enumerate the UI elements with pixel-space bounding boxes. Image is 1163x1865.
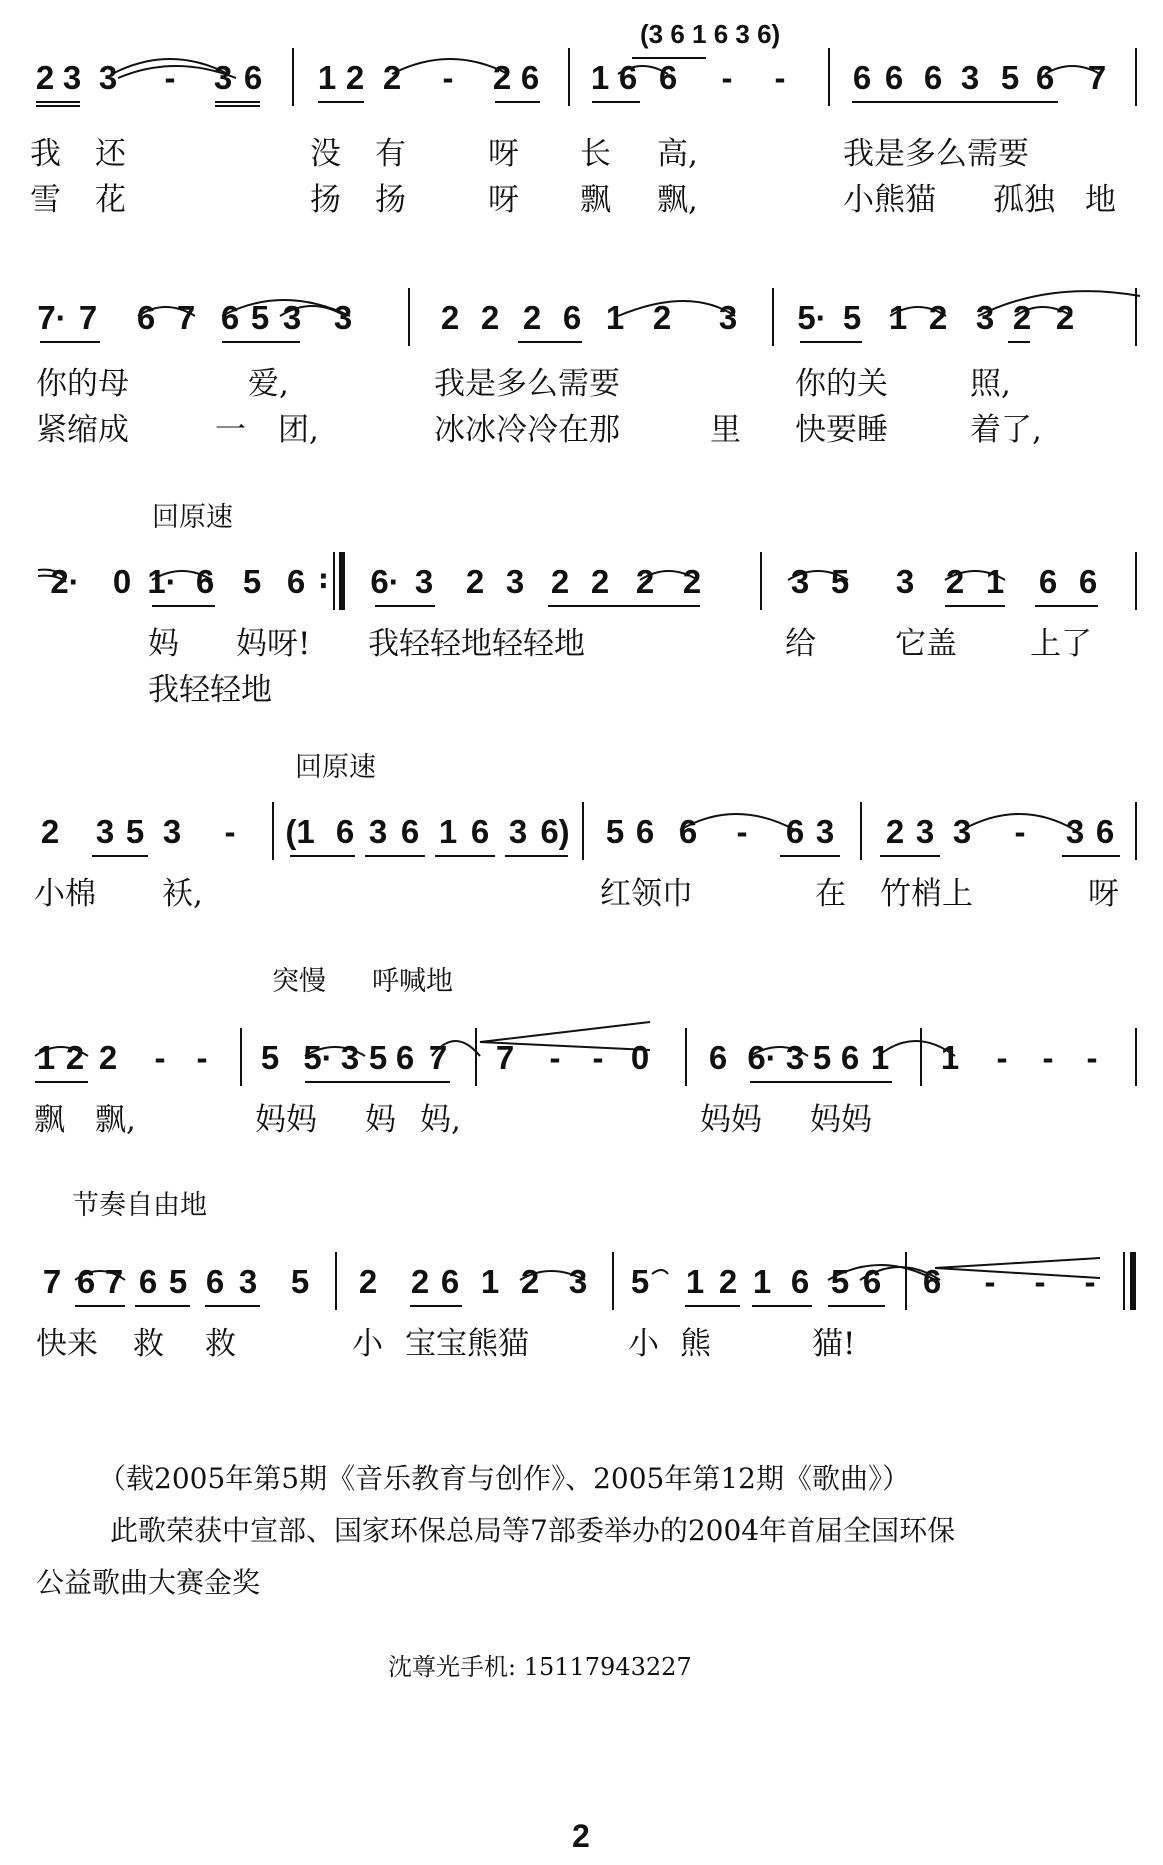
note: 3 — [333, 299, 353, 336]
lyric: 小熊猫 — [843, 182, 936, 218]
note: 6 — [76, 1263, 96, 1300]
lyric: 在 — [815, 876, 846, 912]
note: 2 — [492, 59, 512, 96]
note: 7 — [495, 1039, 515, 1076]
lyric: 飘 — [34, 1102, 65, 1138]
note: 6 — [790, 1263, 810, 1300]
note: 2 — [635, 563, 655, 600]
note: 3 — [282, 299, 302, 336]
note: 6 — [1095, 813, 1115, 850]
note: 1 — [985, 563, 1005, 600]
lyric: 飘 — [580, 182, 611, 218]
note: 1 — [685, 1263, 705, 1300]
note: (1 — [285, 813, 315, 850]
note: 3 — [98, 59, 118, 96]
slur-marks — [0, 1222, 1163, 1342]
expression-mark: 呼喊地 — [372, 966, 453, 997]
note: 6 — [923, 59, 943, 96]
lyric: 孤独 — [993, 182, 1055, 218]
lyric: 袄, — [162, 876, 203, 912]
lyric: 长 — [580, 136, 611, 172]
note: 2 — [440, 299, 460, 336]
lyric: 一 — [215, 412, 246, 448]
note: 2· — [50, 563, 80, 600]
lyric: 妈妈 — [700, 1102, 762, 1138]
note: 2 — [718, 1263, 738, 1300]
note: 6 — [678, 813, 698, 850]
note: 0 — [630, 1039, 650, 1076]
lyric: 妈妈 — [810, 1102, 872, 1138]
note: 1 — [317, 59, 337, 96]
note: 1 — [438, 813, 458, 850]
note: - — [549, 1039, 561, 1076]
note: 2 — [550, 563, 570, 600]
note: 7· — [37, 299, 67, 336]
note: - — [224, 813, 236, 850]
note: 6 — [220, 299, 240, 336]
note: 2 — [590, 563, 610, 600]
note: 6 — [618, 59, 638, 96]
note: 0 — [112, 563, 132, 600]
note: 1 — [605, 299, 625, 336]
note: 5 — [830, 563, 850, 600]
note: 6 — [195, 563, 215, 600]
lyric: 地 — [1085, 182, 1116, 218]
note: 3 — [213, 59, 233, 96]
lyric: 没 — [310, 136, 341, 172]
lyric: 紧缩成 — [36, 412, 129, 448]
lyric: 妈呀! — [236, 626, 311, 662]
note: 5 — [842, 299, 862, 336]
lyric: 团, — [278, 412, 319, 448]
note: 6 — [1078, 563, 1098, 600]
slur-marks — [0, 522, 1163, 642]
tempo-mark: 节奏自由地 — [72, 1190, 207, 1221]
note: 3 — [785, 1039, 805, 1076]
note: 2 — [345, 59, 365, 96]
note: 2 — [65, 1039, 85, 1076]
note: 6 — [840, 1039, 860, 1076]
lyric: 飘, — [657, 182, 698, 218]
note: 2 — [40, 813, 60, 850]
lyric: 扬 — [375, 182, 406, 218]
lyric: 快来 — [36, 1326, 98, 1362]
note: - — [1042, 1039, 1054, 1076]
note: 2 — [1055, 299, 1075, 336]
note: - — [984, 1263, 996, 1300]
lyric: 熊 — [680, 1326, 711, 1362]
note: 5· — [303, 1039, 333, 1076]
lyric: 妈, — [420, 1102, 461, 1138]
note: 5 — [168, 1263, 188, 1300]
lyric: 着了, — [970, 412, 1042, 448]
lyric: 妈妈 — [255, 1102, 317, 1138]
lyric: 我是多么需要 — [843, 136, 1029, 172]
note: 6 — [1035, 59, 1055, 96]
note: 3 — [95, 813, 115, 850]
note: 6 — [852, 59, 872, 96]
note: 2 — [35, 59, 55, 96]
note: 5 — [605, 813, 625, 850]
note: 6 — [884, 59, 904, 96]
lyric: 猫! — [812, 1326, 856, 1362]
lyric: 你的母 — [36, 366, 129, 402]
note: 2 — [945, 563, 965, 600]
note: 3 — [975, 299, 995, 336]
lyric: 冰冰冷冷在那 — [434, 412, 620, 448]
note: 1 — [870, 1039, 890, 1076]
note: 7 — [1087, 59, 1107, 96]
note: 3 — [960, 59, 980, 96]
note: 7 — [104, 1263, 124, 1300]
page-number: 2 — [572, 1818, 590, 1854]
lyric: 救 — [133, 1326, 164, 1362]
lyric: 小 — [628, 1326, 659, 1362]
note: 6 — [440, 1263, 460, 1300]
note: 6 — [520, 59, 540, 96]
lyric: 有 — [375, 136, 406, 172]
note: - — [736, 813, 748, 850]
lyric: 它盖 — [895, 626, 957, 662]
note: 2 — [928, 299, 948, 336]
note: 3 — [368, 813, 388, 850]
note: 5 — [830, 1263, 850, 1300]
note: 6· — [370, 563, 400, 600]
note: 2 — [410, 1263, 430, 1300]
note: - — [774, 59, 786, 96]
note: 6 — [470, 813, 490, 850]
note: 7 — [42, 1263, 62, 1300]
note: 2 — [358, 1263, 378, 1300]
lyric: 救 — [205, 1326, 236, 1362]
lyric: 我是多么需要 — [434, 366, 620, 402]
lyric: 扬 — [310, 182, 341, 218]
note: 6) — [540, 813, 570, 850]
lyric: 竹梢上 — [880, 876, 973, 912]
note: 6 — [138, 1263, 158, 1300]
slur-marks — [0, 18, 1163, 138]
note: 6 — [862, 1263, 882, 1300]
note: 5 — [290, 1263, 310, 1300]
tempo-mark: 回原速 — [152, 502, 233, 533]
note: 2 — [480, 299, 500, 336]
note: 5 — [250, 299, 270, 336]
note: 6 — [286, 563, 306, 600]
note: 3 — [895, 563, 915, 600]
note: - — [442, 59, 454, 96]
note: 6 — [335, 813, 355, 850]
lyric: 呀 — [488, 136, 519, 172]
note: 3 — [414, 563, 434, 600]
lyric: 你的关 — [795, 366, 888, 402]
note: 2 — [520, 1263, 540, 1300]
lyric: 小棉 — [34, 876, 96, 912]
note: 6 — [243, 59, 263, 96]
lyric: 快要睡 — [795, 412, 888, 448]
note: 6· — [747, 1039, 777, 1076]
note: 6 — [708, 1039, 728, 1076]
note: 2 — [465, 563, 485, 600]
source-note: （载2005年第5期《音乐教育与创作》、2005年第12期《歌曲》） — [98, 1462, 910, 1495]
note: 3 — [340, 1039, 360, 1076]
slur-marks — [0, 258, 1163, 378]
note: 3 — [718, 299, 738, 336]
lyric: 我 — [30, 136, 61, 172]
note: 6 — [400, 813, 420, 850]
repeat-dots: : — [318, 564, 329, 595]
note: 5 — [125, 813, 145, 850]
note: 7 — [78, 299, 98, 336]
note: 3 — [508, 813, 528, 850]
lyric: 还 — [95, 136, 126, 172]
note: 3 — [815, 813, 835, 850]
note: 3 — [952, 813, 972, 850]
note: - — [196, 1039, 208, 1076]
note: 3 — [162, 813, 182, 850]
note: 7 — [428, 1039, 448, 1076]
note: 2 — [885, 813, 905, 850]
note: 1 — [590, 59, 610, 96]
note: 6 — [635, 813, 655, 850]
note: 2 — [522, 299, 542, 336]
lyric: 高, — [657, 136, 698, 172]
lyric: 照, — [970, 366, 1011, 402]
slur-marks — [0, 998, 1163, 1118]
note: 6 — [205, 1263, 225, 1300]
note: 3 — [915, 813, 935, 850]
note: - — [721, 59, 733, 96]
lyric: 飘, — [95, 1102, 136, 1138]
lyric: 里 — [710, 412, 741, 448]
note: 2 — [682, 563, 702, 600]
note: 1 — [480, 1263, 500, 1300]
note: - — [1086, 1039, 1098, 1076]
lyric: 妈 — [148, 626, 179, 662]
slur-marks — [0, 772, 1163, 892]
note: 3 — [62, 59, 82, 96]
note: - — [1014, 813, 1026, 850]
note: 3 — [505, 563, 525, 600]
note: 2 — [652, 299, 672, 336]
note: 6 — [562, 299, 582, 336]
note: 3 — [1065, 813, 1085, 850]
note: 3 — [238, 1263, 258, 1300]
note: 5 — [1000, 59, 1020, 96]
note: 6 — [395, 1039, 415, 1076]
note: 6 — [922, 1263, 942, 1300]
note: 2 — [1012, 299, 1032, 336]
note: 5 — [368, 1039, 388, 1076]
note: 5 — [812, 1039, 832, 1076]
lyric: 宝宝熊猫 — [405, 1326, 529, 1362]
note: - — [592, 1039, 604, 1076]
note: 3 — [568, 1263, 588, 1300]
note: 6 — [785, 813, 805, 850]
lyric: 小 — [352, 1326, 383, 1362]
note: 1 — [940, 1039, 960, 1076]
note: 6 — [658, 59, 678, 96]
note: 6 — [1038, 563, 1058, 600]
note: 2 — [382, 59, 402, 96]
note: 5 — [260, 1039, 280, 1076]
note: 6 — [136, 299, 156, 336]
note: - — [164, 59, 176, 96]
award-note-line-1: 此歌荣获中宣部、国家环保总局等7部委举办的2004年首届全国环保 — [110, 1514, 956, 1547]
note: - — [996, 1039, 1008, 1076]
note: 5· — [797, 299, 827, 336]
lyric: 上了 — [1030, 626, 1092, 662]
top-mark: (3 6 1 6 3 6) — [640, 19, 781, 49]
note: 1 — [36, 1039, 56, 1076]
lyric: 我轻轻地 — [148, 672, 272, 708]
lyric: 我轻轻地轻轻地 — [368, 626, 585, 662]
lyric: 给 — [785, 626, 816, 662]
note: 1 — [752, 1263, 772, 1300]
lyric: 呀 — [488, 182, 519, 218]
lyric: 花 — [95, 182, 126, 218]
award-note-line-2: 公益歌曲大赛金奖 — [36, 1566, 261, 1599]
note: 1 — [888, 299, 908, 336]
note: 7 — [176, 299, 196, 336]
lyric: 妈 — [365, 1102, 396, 1138]
note: 5 — [242, 563, 262, 600]
note: 3 — [790, 563, 810, 600]
note: 5 — [630, 1263, 650, 1300]
lyric: 雪 — [30, 182, 61, 218]
note: - — [1084, 1263, 1096, 1300]
lyric: 红领巾 — [600, 876, 693, 912]
tempo-mark: 突慢 — [272, 966, 326, 997]
lyric: 爱, — [248, 366, 289, 402]
note: - — [154, 1039, 166, 1076]
note: 2 — [98, 1039, 118, 1076]
contact-line: 沈尊光手机: 15117943227 — [388, 1653, 692, 1681]
tempo-mark: 回原速 — [295, 752, 376, 783]
lyric: 呀 — [1088, 876, 1119, 912]
note: - — [1034, 1263, 1046, 1300]
note: 1· — [147, 563, 177, 600]
